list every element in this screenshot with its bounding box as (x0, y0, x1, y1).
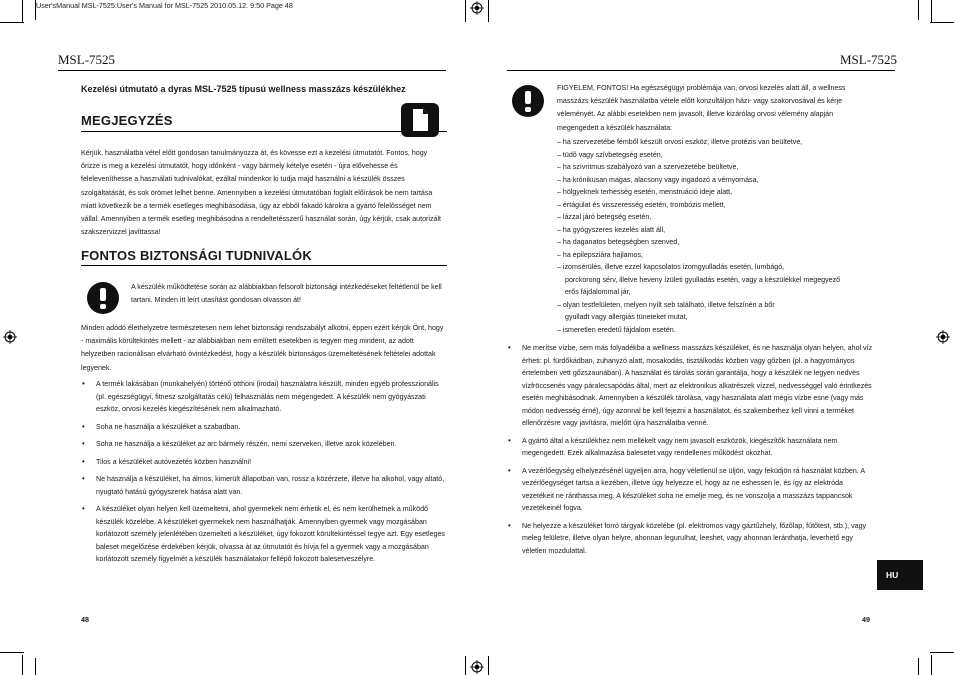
document-title: Kezelési útmutató a dyras MSL-7525 típusú wellness masszázs készülékhez (81, 84, 406, 94)
list-item: gyulladt vagy allergiás tüneteket mutat, (565, 313, 688, 321)
list-item: – ha gyógyszeres kezelés alatt áll, (557, 225, 666, 234)
left-bullet-list (81, 378, 447, 571)
list-item: – lázzal járó betegség esetén, (557, 213, 652, 221)
warning-intro (557, 82, 873, 135)
note-heading: MEGJEGYZÉS (81, 113, 173, 128)
list-item: – ha krónikusan magas, alacsony vagy ingadozó a vérnyomása, (557, 175, 759, 184)
registration-mark-icon (470, 660, 484, 674)
list-item: • A vezérlőegység elhelyezésénél ügyeljen arra, hogy véletlenül se üljön, vagy feküdjön rá használat közben. A vezérlőegységet tartsa a kezében, illetve úgy helyezze el, hogy az ne eshessen le, és így az elektróda vezetékeit ne ránthassa meg. A készüléket soha ne emelje meg, és ne vonszolja a masszázs tappancsok vezetékeinél fogva. (507, 465, 873, 515)
list-item: – ismeretlen eredetű fájdalom esetén. (557, 325, 676, 334)
list-item: • Soha ne használja a készüléket a szabadban. (81, 421, 447, 434)
list-item: – izomsérülés, illetve ezzel kapcsolatos izomgyulladás esetén, lumbágó, (557, 263, 785, 271)
list-item: – értágulat és visszeresség esetén, trombózis mellett, (557, 200, 726, 209)
safety-intro (131, 281, 447, 307)
safety-heading-rule (81, 265, 447, 266)
safety-paragraph (81, 322, 447, 375)
list-item: • Soha ne használja a készüléket az arc bármely részén, nemi szerveken, illetve azok közelében. (81, 438, 447, 451)
list-item: • A gyártó által a készülékhez nem mellékelt vagy nem javasolt eszközök, kiegészítők használata nem megengedett. Ezek alkalmazása balesetet vagy rendellenes működést okozhat. (507, 435, 873, 460)
safety-intro-text: A készülék működtetése során az alábbiakban felsorolt biztonsági intézkedéseket feltétlenül be kell tartani. Minden itt leírt utasítást gondosan olvasson át! (131, 283, 442, 305)
registration-mark-icon (936, 330, 950, 344)
list-item: – hölgyeknek terhesség esetén, menstruáció ideje alatt, (557, 188, 733, 196)
left-model-label: MSL-7525 (58, 52, 116, 67)
list-item: – ha daganatos betegségben szenved, (557, 238, 680, 246)
left-page-number: 48 (81, 615, 89, 624)
right-page-number: 49 (862, 615, 870, 624)
note-paragraph: Kérjük, használatba vétel előtt gondosan tanulmányozza át, és kövesse ezt a kezelési útmutatót. Fontos, hogy őrizze is meg a kezelési útmutatót, hogy időnként - vagy bármely kételye esetén - újra elővehesse és feleleveníthesse a használati tudnivalókat, ezáltal mindenkor ki tudja majd használni a készülék összes szolgáltatását, és sok örömet lelhet benne. Amennyiben a kezelési útmutatóban foglalt előírások be nem tartása miatt következik be a termék esetleges meghibásodása, úgy az ebből fakadó károkra a gyártó felelősséget nem vállal. Amennyiben a termék esetleg meghibásodna a rendeltetésszerű használat során, úgy kérjük, csak autorizált szakszervizzel javíttassa! (81, 149, 442, 237)
list-item: • A készüléket olyan helyen kell üzemeltetni, ahol gyermekek nem érhetik el, és nem kerülhetnek a működő készülék közelébe. A készüléket gyermekek nem használhatják. Amennyiben gyermek vagy mozgásában korlátozott személy jelenlétében üzemelteti a készüléket, úgy fokozott körültekintéssel tegye azt. Egy esetleges baleset megelőzése érdekében kérjük, olvassa át az útmutatót és hívja fel a gyermek vagy a mozgásában korlátozott személy figyelmét a készülék használatakor fellépő fokozott balesetveszélyre. (81, 503, 447, 566)
list-item: porckorong sérv, illetve heveny ízületi gyulladás esetén, vagy a készülékkel megegyező (565, 275, 841, 284)
left-header-rule (58, 70, 446, 71)
note-heading-rule (81, 131, 447, 132)
right-model-label: MSL-7525 (840, 52, 898, 67)
note-text (81, 147, 447, 239)
registration-mark-icon (470, 1, 484, 15)
print-header: User'sManual MSL-7525:User's Manual for MSL-7525 2010.05.12. 9:50 Page 48 (36, 1, 293, 10)
list-item: – ha epilepsziára hajlamos, (557, 250, 643, 259)
right-header-rule (507, 70, 895, 71)
list-item: • Ne használja a készüléket, ha álmos, kimerült állapotban van, rossz a közérzete, illetve ha alkohol, vagy altató, nyugtató hatású gyógyszerek hatása alatt van. (81, 473, 447, 498)
contraindication-list (557, 136, 877, 336)
list-item: • Ne merítse vízbe, sem más folyadékba a wellness masszázs készüléket, és ne használja olyan helyen, ahol víz érheti: pl. fürdőkádban, zuhanyzó alatt, mosakodás, tisztálkodás közben vagy gőzben (pl. a hagyományos értelemben vett gőzszaunában). A használat és tárolás során garantálja, hogy a készülék ne legyen nedves vízfröccsenés vagy páralecsapódás által, mert az elektronikus alkatrészek vízzel, nedvességgel való érintkezés esetén meghibásodnak. Amennyiben a készülék tárolása, vagy használata alatt mégis vízbe esne (vagy más módon nedvesség érné), úgy azonnal be kell fejezni a használatot, és szakemberhez kell vinni a terméket ellenőrzésre vagy javításra, mielőtt újra használatba venné. (507, 342, 873, 430)
note-icon (401, 103, 439, 137)
registration-mark-icon (3, 330, 17, 344)
list-item: – tüdő vagy szívbetegség esetén, (557, 150, 663, 159)
warning-icon (87, 282, 119, 314)
warning-icon (512, 85, 544, 117)
list-item: • Tilos a készüléket autóvezetés közben használni! (81, 456, 447, 469)
safety-heading: FONTOS BIZTONSÁGI TUDNIVALÓK (81, 248, 312, 263)
list-item: erős fájdalommal jár, (565, 288, 631, 296)
list-item: – ha szívritmus szabályozó van a szervezetébe beültetve, (557, 163, 739, 171)
right-bullet-list (507, 342, 873, 562)
list-item: – olyan testfelületen, melyen nyílt seb található, illetve felszínén a bőr (557, 300, 775, 309)
language-badge: HU (877, 560, 923, 590)
list-item: • A termék lakásában (munkahelyén) történő otthoni (irodai) használatra készült, minden egyéb professzionális (pl. egészségügyi, fitnesz szolgáltatás célú) felhasználás nem megengedett. A készülék nem gyógyászati eszköz, orvosi kezelés kiegészítésének nem alkalmazható. (81, 378, 447, 416)
list-item: • Ne helyezze a készüléket forró tárgyak közelébe (pl. elektromos vagy gáztűzhely, főzőlap, fűtőtest, stb.), vagy meleg felületre, illetve olyan helyre, ahonnan leguruIhat, leeshet, vagy ahonnan leránthatja, leverhető egy véletlen mozdulattal. (507, 520, 873, 558)
list-item: – ha szervezetébe fémből készült orvosi eszköz, illetve protézis van beültetve, (557, 138, 803, 146)
warning-intro-text: FIGYELEM, FONTOS! Ha egészségügyi problémája van, orvosi kezelés alatt áll, a wellness masszázs készülék használatba vétele előtt konzultáljon házi- vagy szakorvosával és kérje véleményét. Az alábbi esetekben nem javasolt, illetve kizárólag orvosi vélemény alapján megengedett a készülék használata: (557, 84, 846, 132)
safety-paragraph-text: Minden adódó élethelyzetre természetesen nem lehet biztonsági rendszabályt alkotni, éppen ezért kérjük Önt, hogy - maximális körültekintés mellett - az alábbiakban nem említett esetekben is tegyen meg mindent, az adott helyzetben racionálisan elvárható óvintézkedést, hogy a készülék biztonságos üzemeltetésének feltételei adottak legyenek. (81, 324, 444, 372)
